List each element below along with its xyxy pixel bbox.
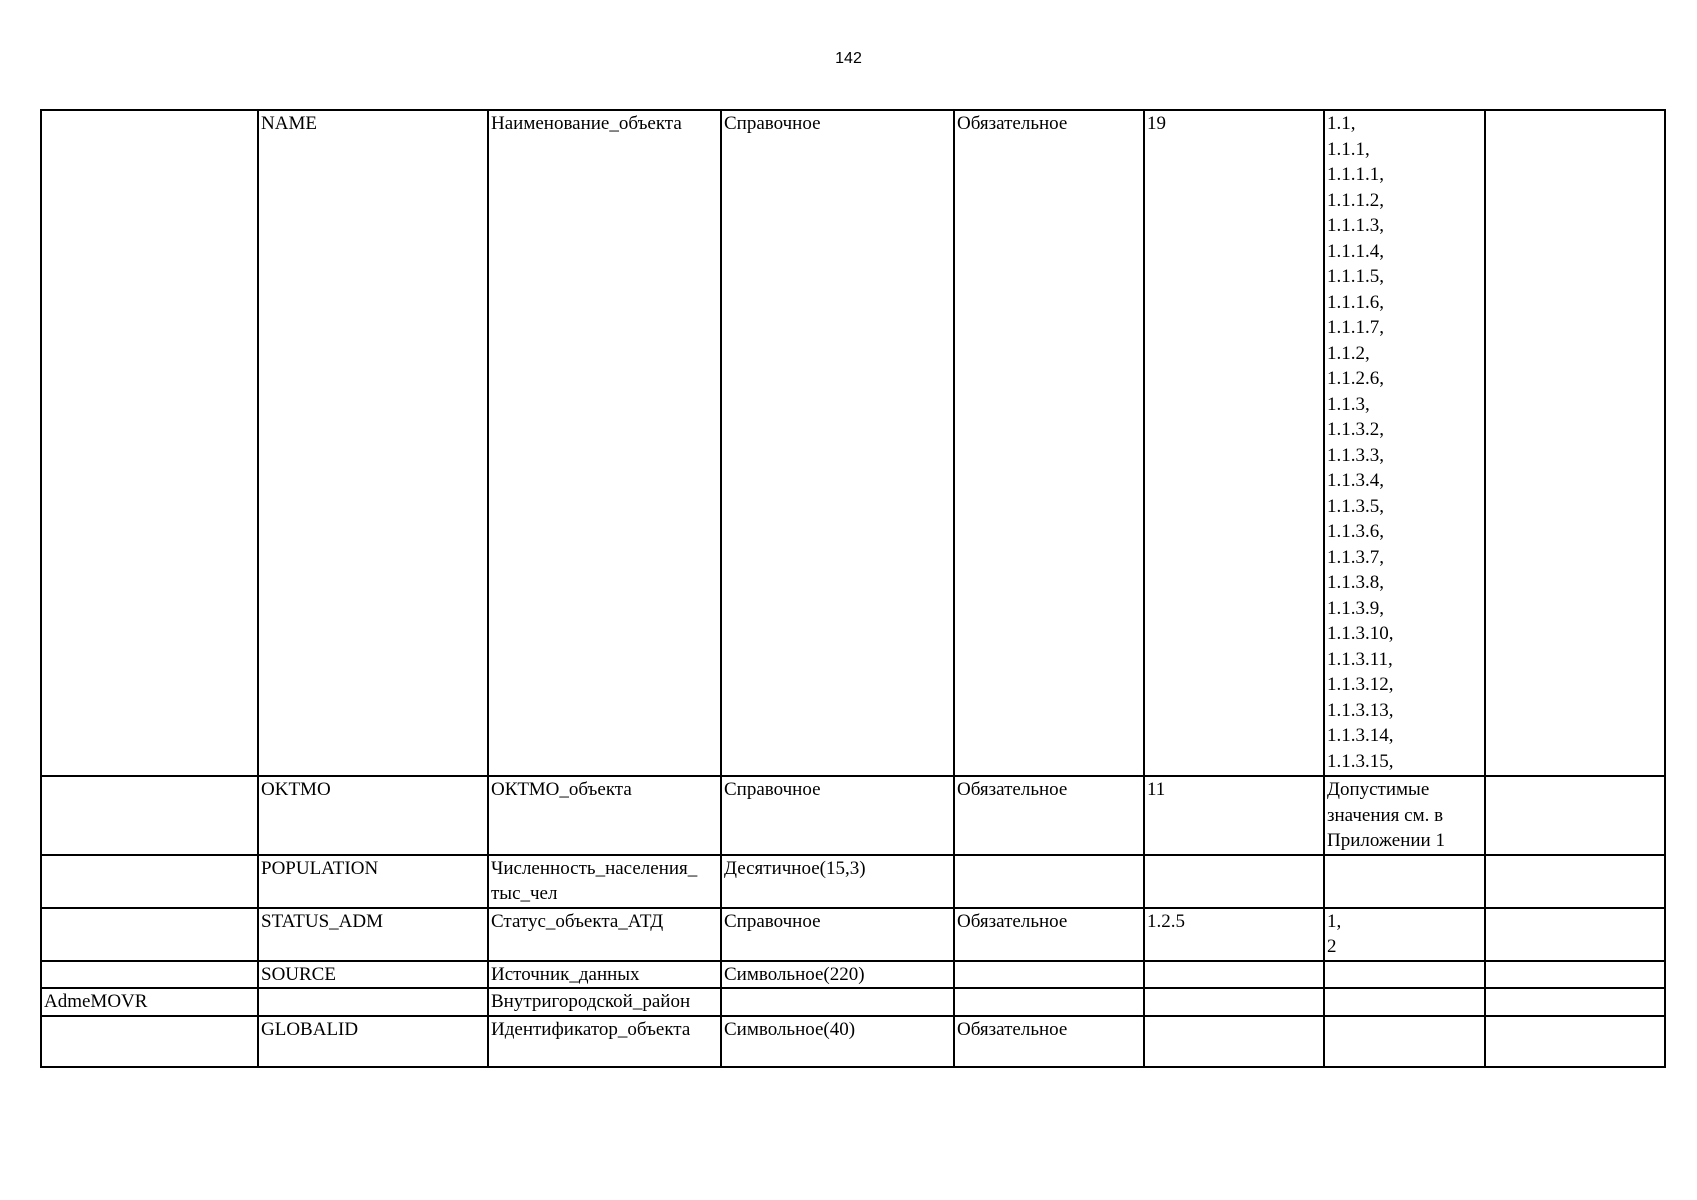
cell-reference: 1.2.5 — [1144, 908, 1324, 961]
table-row — [41, 855, 1665, 908]
cell-values: Допустимые значения см. в Приложении 1 — [1324, 776, 1485, 855]
table-row — [41, 110, 1665, 776]
cell-note — [1485, 1016, 1665, 1067]
cell-note — [1485, 908, 1665, 961]
cell-object: AdmeMOVR — [41, 988, 258, 1016]
cell-required: Обязательное — [954, 1016, 1144, 1067]
table-row — [41, 1016, 1665, 1067]
cell-required — [954, 961, 1144, 989]
cell-field-type — [721, 988, 954, 1016]
cell-values: 1, 2 — [1324, 908, 1485, 961]
cell-field-alias: Численность_населения_ тыс_чел — [488, 855, 721, 908]
cell-note — [1485, 988, 1665, 1016]
cell-reference — [1144, 1016, 1324, 1067]
cell-object — [41, 908, 258, 961]
cell-required: Обязательное — [954, 908, 1144, 961]
page-number: 142 — [835, 50, 862, 67]
table-row — [41, 988, 1665, 1016]
cell-values — [1324, 988, 1485, 1016]
cell-field-type: Справочное — [721, 908, 954, 961]
cell-object — [41, 110, 258, 776]
table-row — [41, 776, 1665, 855]
cell-field-alias: ОКТМО_объекта — [488, 776, 721, 855]
cell-required — [954, 988, 1144, 1016]
cell-values — [1324, 1016, 1485, 1067]
cell-field-alias: Статус_объекта_АТД — [488, 908, 721, 961]
cell-values: 1.1, 1.1.1, 1.1.1.1, 1.1.1.2, 1.1.1.3, 1.1.1.4, 1.1.1.5, 1.1.1.6, 1.1.1.7, 1.1.2, 1.1.2.6, 1.1.3, 1.1.3.2, 1.1.3.3, 1.1.3.4, 1.1.3.5, 1.1.3.6, 1.1.3.7, 1.1.3.8, 1.1.3.9, 1.1.3.10, 1.1.3.11, 1.1.3.12, 1.1.3.13, 1.1.3.14, 1.1.3.15, — [1324, 110, 1485, 776]
cell-object — [41, 855, 258, 908]
cell-reference — [1144, 988, 1324, 1016]
cell-field-name: POPULATION — [258, 855, 488, 908]
cell-field-type: Символьное(220) — [721, 961, 954, 989]
cell-values — [1324, 855, 1485, 908]
attribute-table — [40, 109, 1666, 1068]
cell-field-type: Справочное — [721, 776, 954, 855]
cell-object — [41, 1016, 258, 1067]
table-row — [41, 961, 1665, 989]
cell-required — [954, 855, 1144, 908]
cell-reference — [1144, 855, 1324, 908]
cell-note — [1485, 961, 1665, 989]
cell-object — [41, 961, 258, 989]
cell-reference: 11 — [1144, 776, 1324, 855]
cell-required: Обязательное — [954, 776, 1144, 855]
cell-field-name: STATUS_ADM — [258, 908, 488, 961]
cell-required: Обязательное — [954, 110, 1144, 776]
cell-reference: 19 — [1144, 110, 1324, 776]
cell-field-type: Справочное — [721, 110, 954, 776]
cell-reference — [1144, 961, 1324, 989]
cell-field-name — [258, 988, 488, 1016]
cell-field-name: SOURCE — [258, 961, 488, 989]
cell-field-type: Десятичное(15,3) — [721, 855, 954, 908]
cell-field-alias: Внутригородской_район — [488, 988, 721, 1016]
cell-object — [41, 776, 258, 855]
cell-note — [1485, 776, 1665, 855]
cell-note — [1485, 855, 1665, 908]
table-row — [41, 908, 1665, 961]
cell-field-name: NAME — [258, 110, 488, 776]
cell-field-alias: Наименование_объекта — [488, 110, 721, 776]
cell-note — [1485, 110, 1665, 776]
cell-field-alias: Источник_данных — [488, 961, 721, 989]
cell-field-name: GLOBALID — [258, 1016, 488, 1067]
cell-field-type: Символьное(40) — [721, 1016, 954, 1067]
cell-values — [1324, 961, 1485, 989]
cell-field-name: OKTMO — [258, 776, 488, 855]
cell-field-alias: Идентификатор_объекта — [488, 1016, 721, 1067]
